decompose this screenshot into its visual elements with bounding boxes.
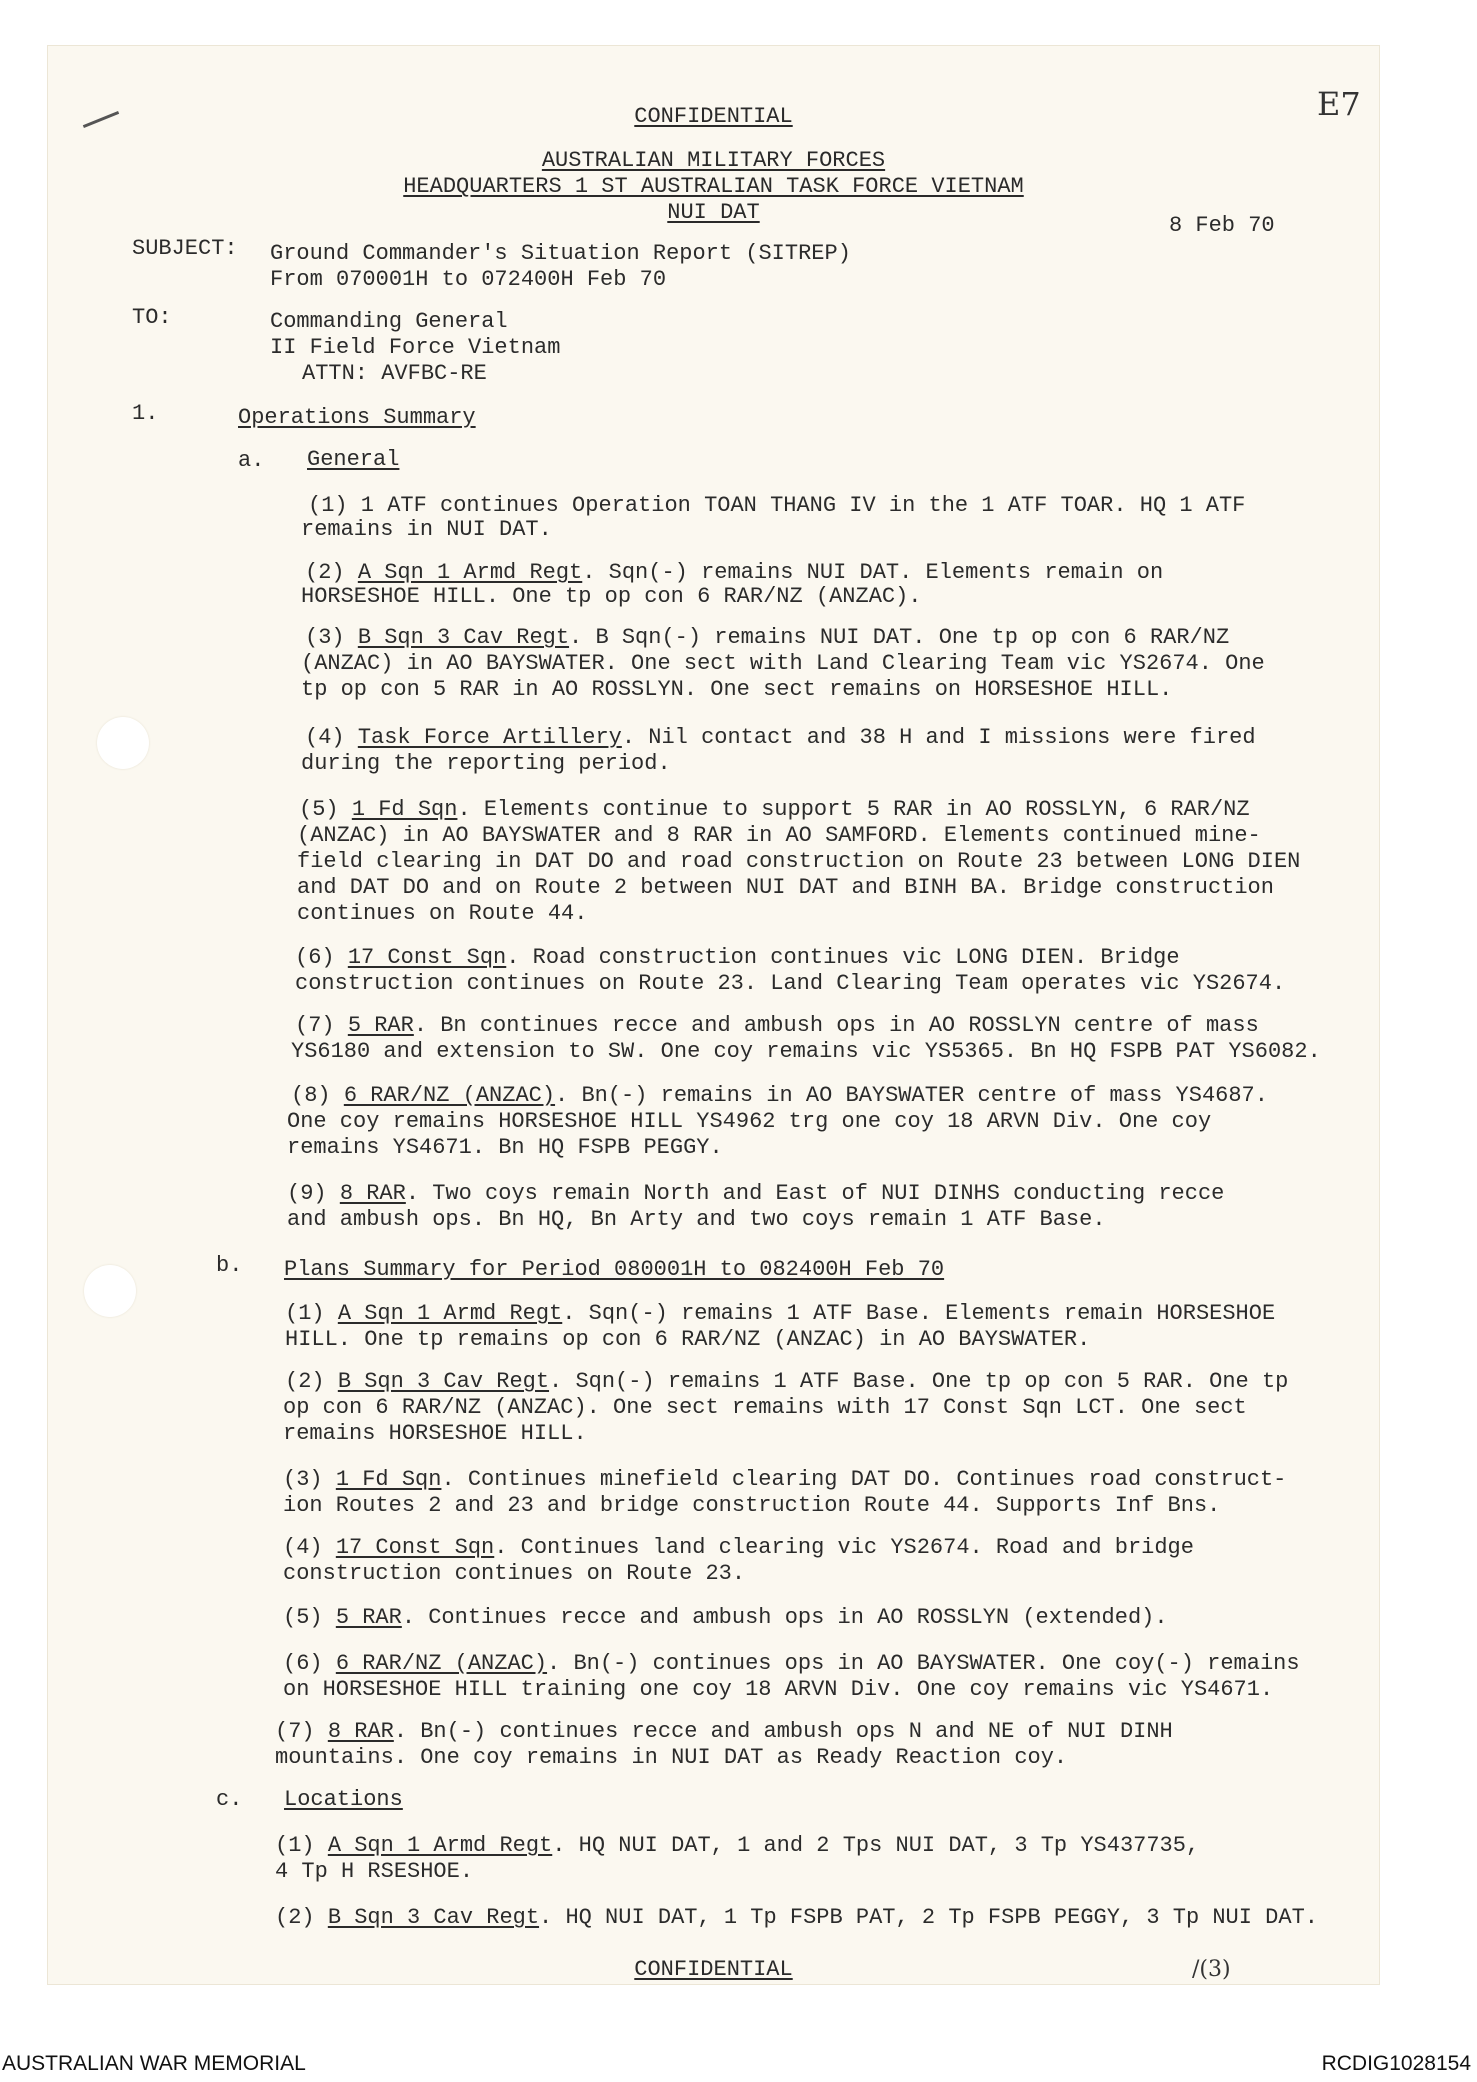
- org-line-1: AUSTRALIAN MILITARY FORCES: [541, 148, 886, 173]
- general-para-1: (1) 1 ATF continues Operation TOAN THANG IV in the 1 ATF TOAR. HQ 1 ATF: [308, 493, 1246, 518]
- plans-para-7-cont: mountains. One coy remains in NUI DAT as Ready Reaction coy.: [275, 1745, 1068, 1770]
- punch-hole: [84, 1265, 136, 1317]
- general-para-1-cont: remains in NUI DAT.: [301, 517, 552, 542]
- to-line-2: II Field Force Vietnam: [270, 335, 561, 360]
- subsection-b-letter: b.: [216, 1253, 243, 1278]
- general-para-6-cont: construction continues on Route 23. Land Clearing Team operates vic YS2674.: [295, 971, 1286, 996]
- general-para-5-cont4: continues on Route 44.: [297, 901, 588, 926]
- subsection-a-letter: a.: [238, 448, 265, 473]
- general-para-9-cont: and ambush ops. Bn HQ, Bn Arty and two coys remain 1 ATF Base.: [287, 1207, 1106, 1232]
- plans-para-2-cont2: remains HORSESHOE HILL.: [283, 1421, 587, 1446]
- report-date: 8 Feb 70: [1169, 213, 1275, 238]
- classification-footer: CONFIDENTIAL: [634, 1957, 793, 1982]
- punch-hole: [97, 717, 149, 769]
- subsection-b-title: Plans Summary for Period 080001H to 082400H Feb 70: [284, 1257, 945, 1282]
- plans-para-3: (3) 1 Fd Sqn. Continues minefield clearing DAT DO. Continues road construct-: [283, 1467, 1287, 1492]
- general-para-2: (2) A Sqn 1 Armd Regt. Sqn(-) remains NUI DAT. Elements remain on: [305, 560, 1164, 585]
- plans-para-5: (5) 5 RAR. Continues recce and ambush ops in AO ROSSLYN (extended).: [283, 1605, 1168, 1630]
- to-label: TO:: [132, 305, 172, 330]
- classification-header: CONFIDENTIAL: [634, 104, 793, 129]
- subject-label: SUBJECT:: [132, 236, 238, 261]
- locations-para-2: (2) B Sqn 3 Cav Regt. HQ NUI DAT, 1 Tp FSPB PAT, 2 Tp FSPB PEGGY, 3 Tp NUI DAT.: [275, 1905, 1318, 1930]
- subsection-c-letter: c.: [216, 1787, 243, 1812]
- subsection-c-title: Locations: [284, 1787, 403, 1812]
- general-para-2-cont: HORSESHOE HILL. One tp op con 6 RAR/NZ (ANZAC).: [301, 584, 922, 609]
- plans-para-2-cont: op con 6 RAR/NZ (ANZAC). One sect remains with 17 Const Sqn LCT. One sect: [283, 1395, 1247, 1420]
- document-page: [47, 45, 1380, 1985]
- plans-para-6-cont: on HORSESHOE HILL training one coy 18 ARVN Div. One coy remains vic YS4671.: [283, 1677, 1274, 1702]
- general-para-7: (7) 5 RAR. Bn continues recce and ambush ops in AO ROSSLYN centre of mass: [295, 1013, 1259, 1038]
- plans-para-2: (2) B Sqn 3 Cav Regt. Sqn(-) remains 1 ATF Base. One tp op con 5 RAR. One tp: [285, 1369, 1289, 1394]
- general-para-3: (3) B Sqn 3 Cav Regt. B Sqn(-) remains NUI DAT. One tp op con 6 RAR/NZ: [305, 625, 1230, 650]
- plans-para-3-cont: ion Routes 2 and 23 and bridge construction Route 44. Supports Inf Bns.: [283, 1493, 1221, 1518]
- handwritten-page-number: /(3): [1192, 1957, 1231, 1982]
- section-number: 1.: [132, 401, 159, 426]
- general-para-5-cont2: field clearing in DAT DO and road construction on Route 23 between LONG DIEN: [297, 849, 1301, 874]
- archive-id: RCDIG1028154: [1321, 2052, 1471, 2075]
- general-para-8-cont: One coy remains HORSESHOE HILL YS4962 trg one coy 18 ARVN Div. One coy: [287, 1109, 1212, 1134]
- subsection-a-title: General: [307, 447, 400, 472]
- general-para-5: (5) 1 Fd Sqn. Elements continue to support 5 RAR in AO ROSSLYN, 6 RAR/NZ: [299, 797, 1250, 822]
- general-para-9: (9) 8 RAR. Two coys remain North and East of NUI DINHS conducting recce: [287, 1181, 1225, 1206]
- plans-para-4-cont: construction continues on Route 23.: [283, 1561, 746, 1586]
- plans-para-1: (1) A Sqn 1 Armd Regt. Sqn(-) remains 1 ATF Base. Elements remain HORSESHOE: [285, 1301, 1276, 1326]
- org-line-2: HEADQUARTERS 1 ST AUSTRALIAN TASK FORCE VIETNAM: [403, 174, 1024, 199]
- general-para-7-cont: YS6180 and extension to SW. One coy remains vic YS5365. Bn HQ FSPB PAT YS6082.: [291, 1039, 1321, 1064]
- general-para-5-cont: (ANZAC) in AO BAYSWATER and 8 RAR in AO SAMFORD. Elements continued mine-: [297, 823, 1261, 848]
- general-para-3-cont2: tp op con 5 RAR in AO ROSSLYN. One sect remains on HORSESHOE HILL.: [301, 677, 1173, 702]
- subject-line-1: Ground Commander's Situation Report (SITREP): [270, 241, 851, 266]
- handwritten-page-ref: E7: [1317, 85, 1361, 123]
- plans-para-6: (6) 6 RAR/NZ (ANZAC). Bn(-) continues ops in AO BAYSWATER. One coy(-) remains: [283, 1651, 1300, 1676]
- general-para-8-cont2: remains YS4671. Bn HQ FSPB PEGGY.: [287, 1135, 723, 1160]
- plans-para-7: (7) 8 RAR. Bn(-) continues recce and ambush ops N and NE of NUI DINH: [275, 1719, 1173, 1744]
- plans-para-1-cont: HILL. One tp remains op con 6 RAR/NZ (ANZAC) in AO BAYSWATER.: [285, 1327, 1091, 1352]
- org-line-3: NUI DAT: [667, 200, 760, 225]
- to-line-1: Commanding General: [270, 309, 508, 334]
- archive-credit: AUSTRALIAN WAR MEMORIAL: [2, 2052, 306, 2075]
- locations-para-1-cont: 4 Tp H RSESHOE.: [275, 1859, 474, 1884]
- plans-para-4: (4) 17 Const Sqn. Continues land clearing vic YS2674. Road and bridge: [283, 1535, 1194, 1560]
- general-para-4-cont: during the reporting period.: [301, 751, 671, 776]
- general-para-6: (6) 17 Const Sqn. Road construction continues vic LONG DIEN. Bridge: [295, 945, 1180, 970]
- general-para-5-cont3: and DAT DO and on Route 2 between NUI DAT and BINH BA. Bridge construction: [297, 875, 1274, 900]
- subject-line-2: From 070001H to 072400H Feb 70: [270, 267, 667, 292]
- to-line-3: ATTN: AVFBC-RE: [302, 361, 487, 386]
- locations-para-1: (1) A Sqn 1 Armd Regt. HQ NUI DAT, 1 and 2 Tps NUI DAT, 3 Tp YS437735,: [275, 1833, 1200, 1858]
- general-para-8: (8) 6 RAR/NZ (ANZAC). Bn(-) remains in AO BAYSWATER centre of mass YS4687.: [291, 1083, 1268, 1108]
- general-para-3-cont: (ANZAC) in AO BAYSWATER. One sect with Land Clearing Team vic YS2674. One: [301, 651, 1265, 676]
- section-title: Operations Summary: [238, 405, 476, 430]
- general-para-4: (4) Task Force Artillery. Nil contact and 38 H and I missions were fired: [305, 725, 1256, 750]
